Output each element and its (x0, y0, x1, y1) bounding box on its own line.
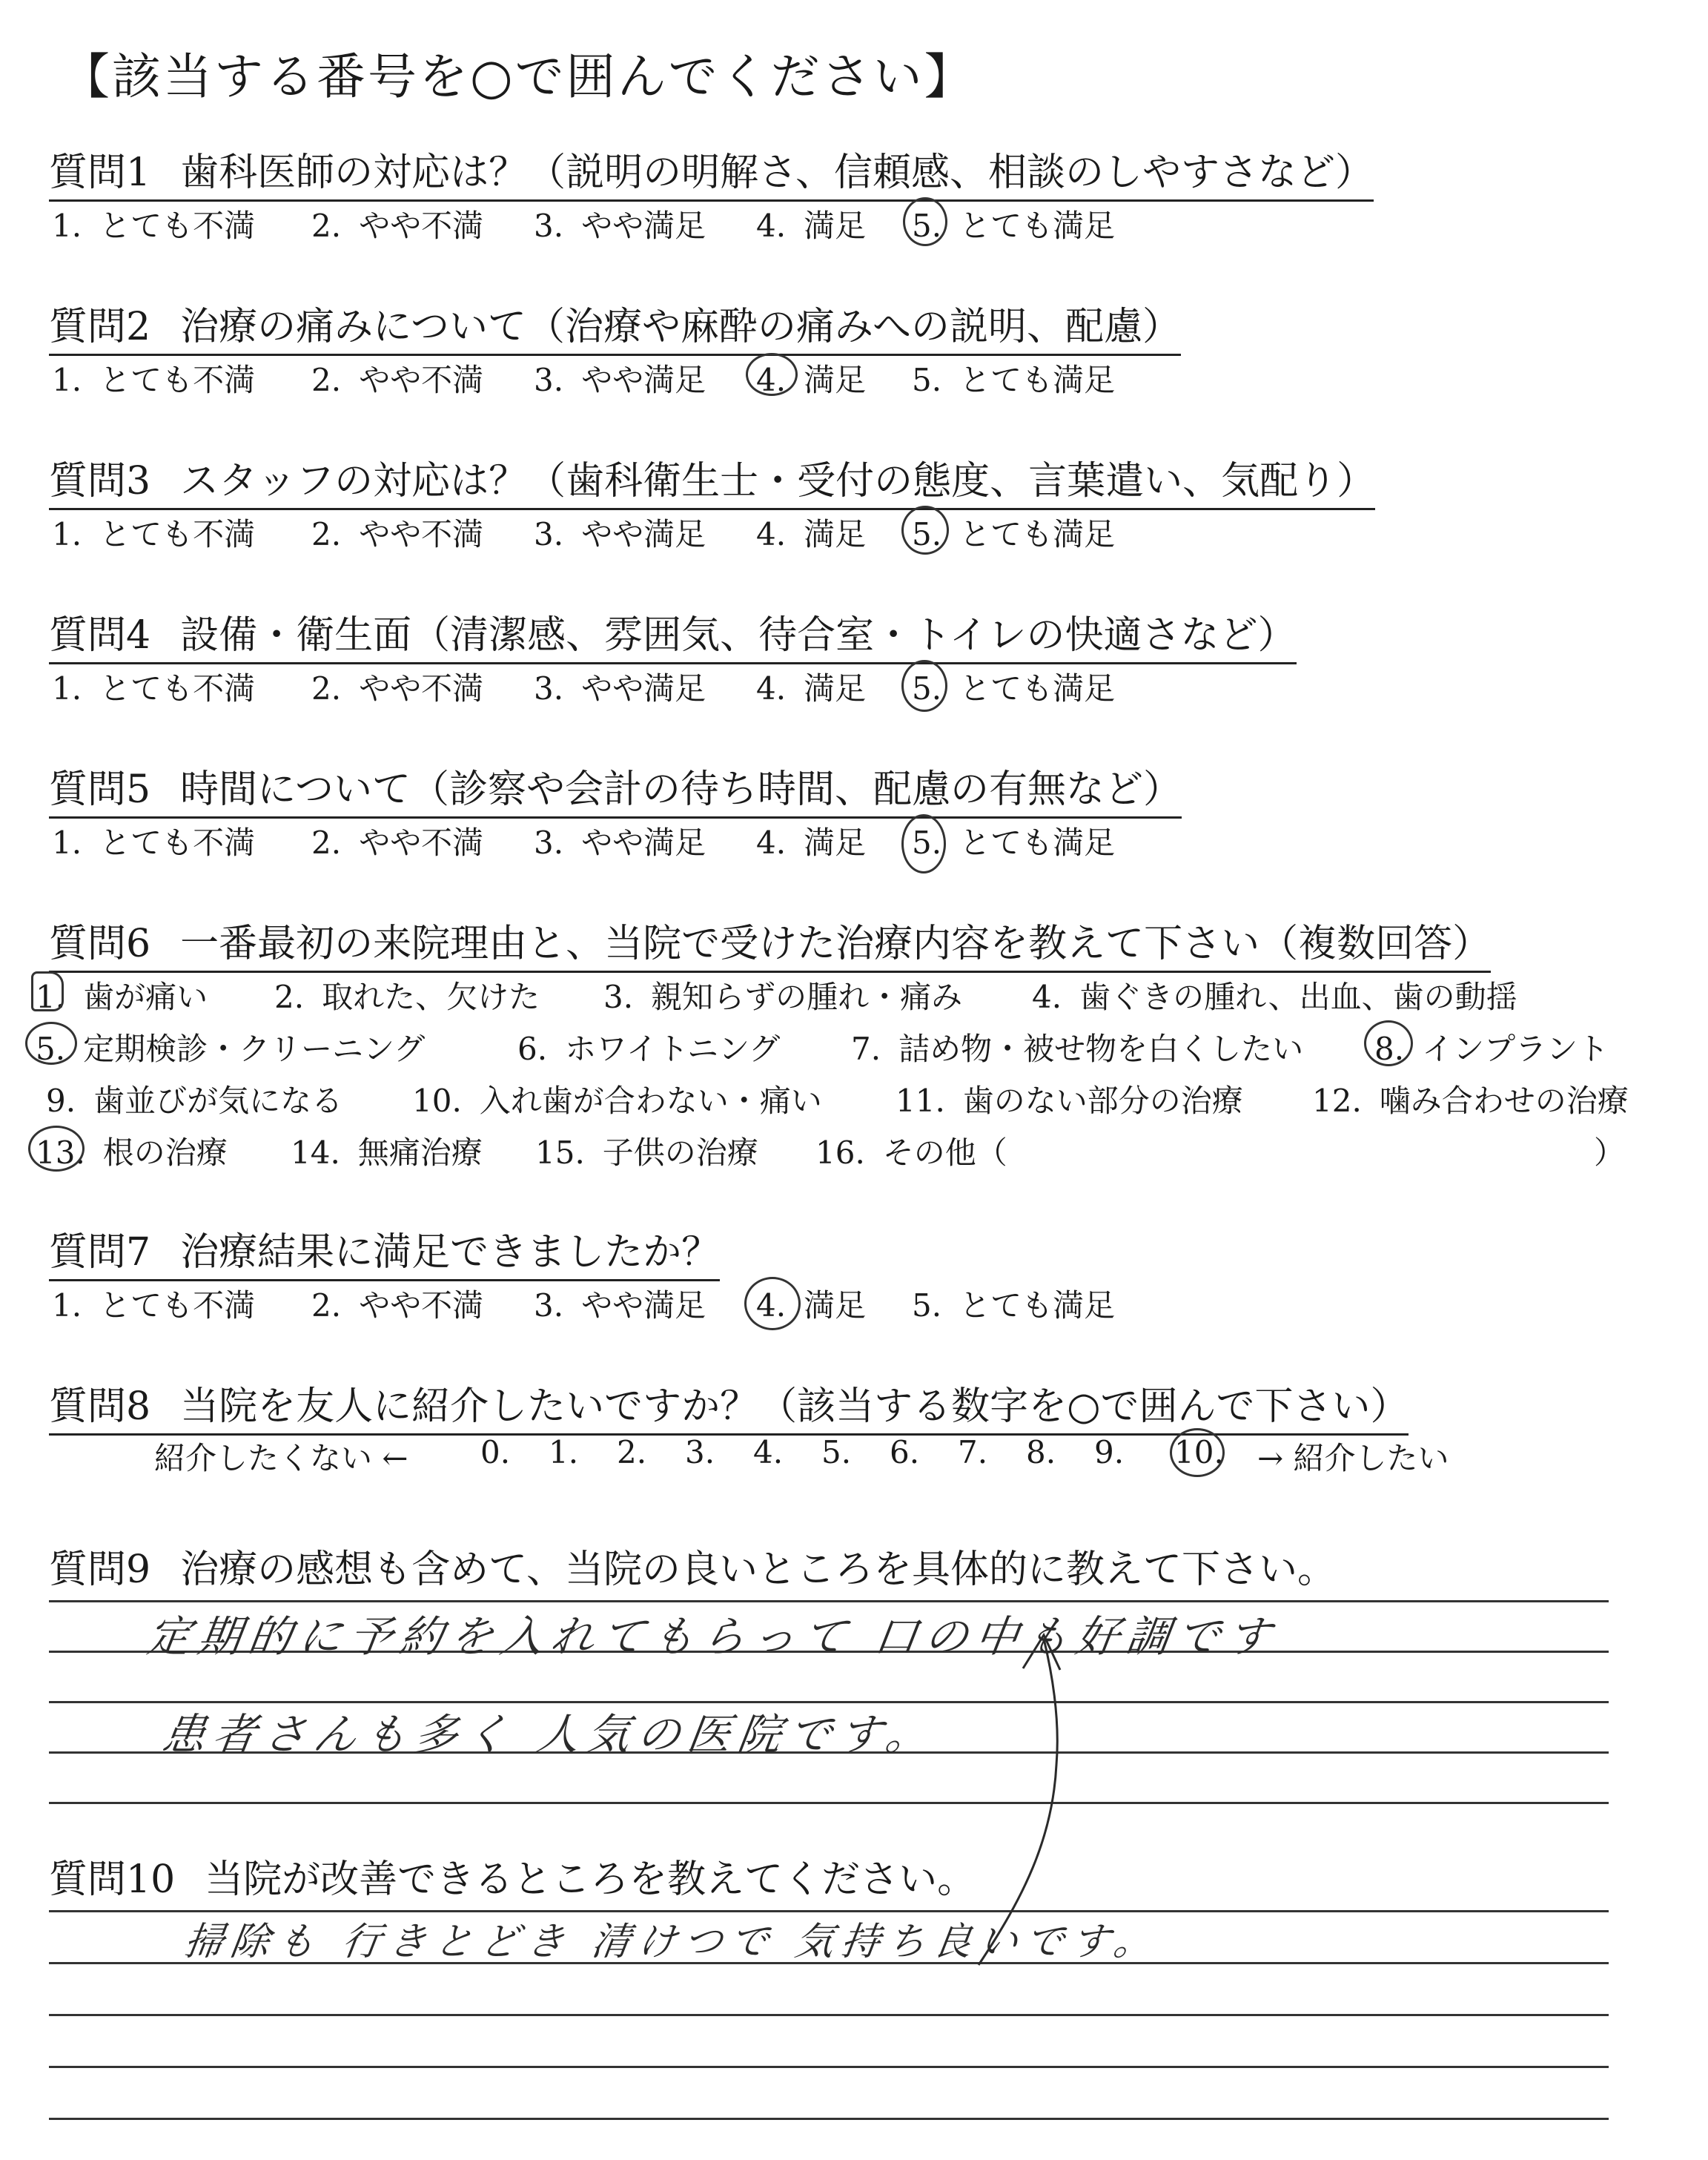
q1-option-2[interactable]: 2. やや不満 (311, 208, 484, 244)
q9-handwritten-answer-1: 定期的に予約を入れてもらって 口の中も好調です (144, 1611, 1282, 1662)
q1-option-4[interactable]: 4. 満足 (756, 208, 867, 244)
page-title: 【該当する番号を○で囲んでください】 (61, 48, 976, 105)
q5-option-3[interactable]: 3. やや満足 (534, 825, 706, 861)
q6-option-1[interactable]: 1. 歯が痛い (36, 979, 208, 1015)
q1-option-3[interactable]: 3. やや満足 (534, 208, 706, 244)
q6-option-11[interactable]: 11. 歯のない部分の治療 (896, 1083, 1243, 1119)
question-6-number: 質問6 (49, 922, 151, 966)
q5-option-2[interactable]: 2. やや不満 (311, 825, 484, 861)
q7-option-1[interactable]: 1. とても不満 (52, 1287, 256, 1324)
question-9-number: 質問9 (49, 1548, 151, 1592)
q6-option-14[interactable]: 14. 無痛治療 (291, 1135, 483, 1171)
question-8-number: 質問8 (49, 1384, 151, 1429)
question-7-text: 治療結果に満足できましたか？ (180, 1230, 721, 1275)
q4-option-4[interactable]: 4. 満足 (756, 670, 867, 707)
question-1-number: 質問1 (49, 151, 151, 195)
question-4-text: 設備・衛生面（清潔感、雰囲気、待合室・トイレの快適さなど） (180, 613, 1297, 658)
q8-option-6[interactable]: 6. (890, 1434, 920, 1470)
q8-option-7[interactable]: 7. (958, 1434, 988, 1470)
question-4-number: 質問4 (49, 613, 151, 658)
q4-option-2[interactable]: 2. やや不満 (311, 670, 484, 707)
q6-option-4[interactable]: 4. 歯ぐきの腫れ、出血、歯の動揺 (1032, 979, 1517, 1015)
q6-option-6[interactable]: 6. ホワイトニング (517, 1031, 781, 1067)
question-9-text: 治療の感想も含めて、当院の良いところを具体的に教えて下さい。 (180, 1548, 1337, 1592)
q2-option-5[interactable]: 5. とても満足 (912, 362, 1116, 398)
q7-option-5[interactable]: 5. とても満足 (912, 1287, 1116, 1324)
question-3-text: スタッフの対応は？（歯科衛生士・受付の態度、言葉遣い、気配り） (180, 459, 1376, 503)
q3-option-3[interactable]: 3. やや満足 (534, 516, 706, 552)
q1-option-1[interactable]: 1. とても不満 (52, 208, 256, 244)
q8-right-label: → 紹介したい (1257, 1440, 1449, 1476)
question-10-number: 質問10 (49, 1857, 176, 1902)
q6-option-9[interactable]: 9. 歯並びが気になる (46, 1083, 343, 1119)
q5-option-5[interactable]: 5. とても満足 (912, 825, 1116, 861)
q8-option-1[interactable]: 1. (549, 1434, 579, 1470)
q8-option-0[interactable]: 0. (480, 1434, 511, 1470)
q6-option-5[interactable]: 5. 定期検診・クリーニング (36, 1031, 426, 1067)
q3-option-5[interactable]: 5. とても満足 (912, 516, 1116, 552)
question-2-number: 質問2 (49, 305, 151, 349)
q8-option-3[interactable]: 3. (685, 1434, 715, 1470)
q8-option-10[interactable]: 10. (1174, 1434, 1224, 1470)
q4-option-3[interactable]: 3. やや満足 (534, 670, 706, 707)
q6-option-8[interactable]: 8. インプラント (1374, 1031, 1609, 1067)
q6-option-2[interactable]: 2. 取れた、欠けた (274, 979, 540, 1015)
q6-option-12[interactable]: 12. 噛み合わせの治療 (1312, 1083, 1629, 1119)
question-3-number: 質問3 (49, 459, 151, 503)
q5-option-4[interactable]: 4. 満足 (756, 825, 867, 861)
q6-other-close-paren: ） (1594, 1135, 1626, 1171)
q3-option-2[interactable]: 2. やや不満 (311, 516, 484, 552)
q6-option-7[interactable]: 7. 詰め物・被せ物を白くしたい (851, 1031, 1304, 1067)
question-5-number: 質問5 (49, 767, 151, 812)
q6-option-3[interactable]: 3. 親知らずの腫れ・痛み (603, 979, 963, 1015)
q6-option-13[interactable]: 13. 根の治療 (36, 1135, 228, 1171)
q5-option-1[interactable]: 1. とても不満 (52, 825, 256, 861)
q6-option-10[interactable]: 10. 入れ歯が合わない・痛い (412, 1083, 822, 1119)
question-8-text: 当院を友人に紹介したいですか？（該当する数字を○で囲んで下さい） (180, 1384, 1409, 1429)
q4-option-1[interactable]: 1. とても不満 (52, 670, 256, 707)
question-6-text: 一番最初の来院理由と、当院で受けた治療内容を教えて下さい（複数回答） (180, 922, 1492, 966)
q2-option-2[interactable]: 2. やや不満 (311, 362, 484, 398)
q6-option-15[interactable]: 15. 子供の治療 (535, 1135, 758, 1171)
q3-option-1[interactable]: 1. とても不満 (52, 516, 256, 552)
q7-option-3[interactable]: 3. やや満足 (534, 1287, 706, 1324)
q8-option-9[interactable]: 9. (1094, 1434, 1125, 1470)
question-1-text: 歯科医師の対応は？（説明の明解さ、信頼感、相談のしやすさなど） (180, 151, 1374, 195)
q8-option-8[interactable]: 8. (1026, 1434, 1056, 1470)
q2-option-3[interactable]: 3. やや満足 (534, 362, 706, 398)
q8-option-2[interactable]: 2. (617, 1434, 647, 1470)
q8-option-5[interactable]: 5. (821, 1434, 852, 1470)
q8-option-4[interactable]: 4. (753, 1434, 784, 1470)
q9-handwritten-answer-2: 患者さんも多く 人気の医院です。 (159, 1709, 940, 1760)
question-2-text: 治療の痛みについて（治療や麻酔の痛みへの説明、配慮） (180, 305, 1182, 349)
q4-option-5[interactable]: 5. とても満足 (912, 670, 1116, 707)
q7-option-2[interactable]: 2. やや不満 (311, 1287, 484, 1324)
q1-option-5[interactable]: 5. とても満足 (912, 208, 1116, 244)
q8-left-label: 紹介したくない ← (154, 1440, 408, 1476)
question-10-text: 当院が改善できるところを教えてください。 (205, 1857, 976, 1902)
q2-option-4[interactable]: 4. 満足 (756, 362, 867, 398)
q2-option-1[interactable]: 1. とても不満 (52, 362, 256, 398)
q6-option-16[interactable]: 16. その他（ (815, 1135, 1007, 1171)
q10-handwritten-answer-1: 掃除も 行きとどき 清けつで 気持ち良いです。 (182, 1920, 1163, 1964)
question-7-number: 質問7 (49, 1230, 151, 1275)
question-5-text: 時間について（診察や会計の待ち時間、配慮の有無など） (180, 767, 1182, 812)
q3-option-4[interactable]: 4. 満足 (756, 516, 867, 552)
q7-option-4[interactable]: 4. 満足 (756, 1287, 867, 1324)
